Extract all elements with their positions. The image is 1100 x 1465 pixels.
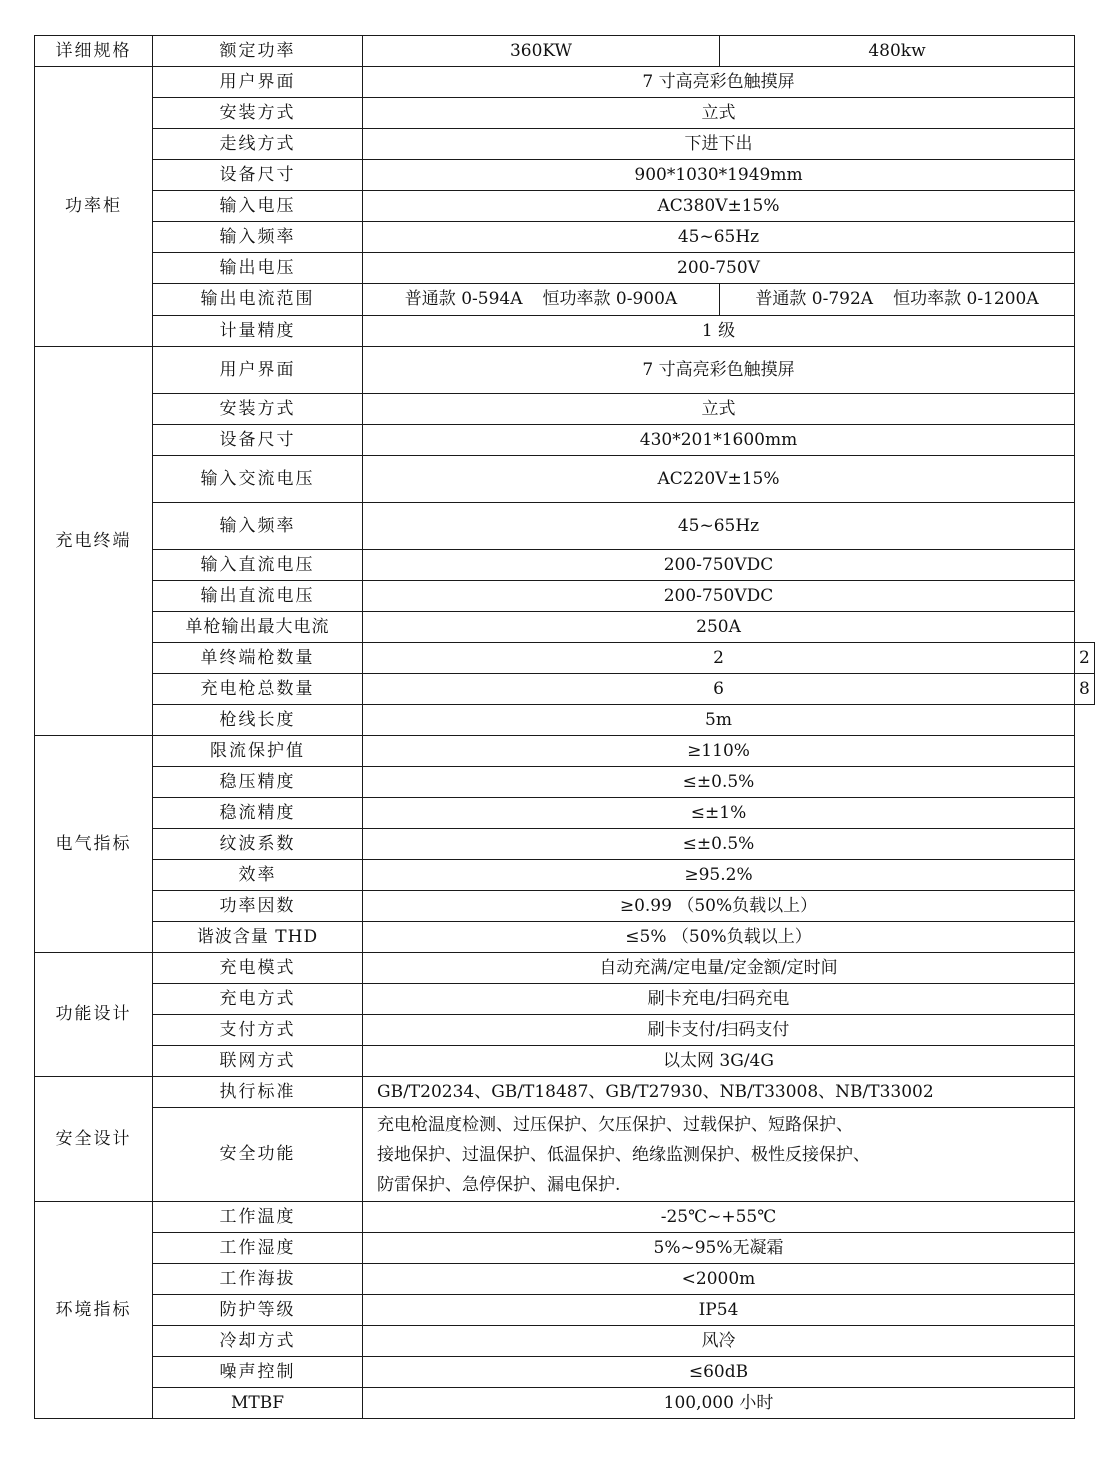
param-name: 输入电压 bbox=[153, 191, 363, 222]
table-row bbox=[35, 1015, 1095, 1046]
param-value: 刷卡支付/扫码支付 bbox=[363, 1015, 1075, 1046]
param-value: IP54 bbox=[363, 1295, 1075, 1326]
param-name: 输入直流电压 bbox=[153, 550, 363, 581]
param-name: MTBF bbox=[153, 1388, 363, 1419]
param-name: 限流保护值 bbox=[153, 736, 363, 767]
param-name: 充电模式 bbox=[153, 953, 363, 984]
param-name: 安装方式 bbox=[153, 394, 363, 425]
param-name: 充电方式 bbox=[153, 984, 363, 1015]
param-name: 工作海拔 bbox=[153, 1264, 363, 1295]
table-row bbox=[35, 503, 1095, 550]
header-spec: 详细规格 bbox=[35, 36, 153, 67]
table-row bbox=[35, 1326, 1095, 1357]
param-value: 立式 bbox=[363, 394, 1075, 425]
param-value: ≤±0.5% bbox=[363, 767, 1075, 798]
table-row bbox=[35, 550, 1095, 581]
param-name: 工作温度 bbox=[153, 1202, 363, 1233]
param-value: 7 寸高亮彩色触摸屏 bbox=[363, 67, 1075, 98]
table-row bbox=[35, 1357, 1095, 1388]
param-name: 单终端枪数量 bbox=[153, 643, 363, 674]
group-function-design: 功能设计 bbox=[35, 953, 153, 1077]
param-value: 200-750VDC bbox=[363, 550, 1075, 581]
param-name: 输入频率 bbox=[153, 222, 363, 253]
value-segment: 普通款 0-792A bbox=[755, 289, 874, 310]
param-value: 100,000 小时 bbox=[363, 1388, 1075, 1419]
table-row bbox=[35, 922, 1095, 953]
group-power-cabinet: 功率柜 bbox=[35, 67, 153, 347]
table-row bbox=[35, 829, 1095, 860]
table-row bbox=[35, 612, 1095, 643]
table-row bbox=[35, 984, 1095, 1015]
value-360kw: 6 bbox=[363, 674, 1075, 705]
param-name: 效率 bbox=[153, 860, 363, 891]
param-value: 200-750VDC bbox=[363, 581, 1075, 612]
param-value: 风冷 bbox=[363, 1326, 1075, 1357]
param-value: ≥0.99 （50%负载以上） bbox=[363, 891, 1075, 922]
param-value: 5m bbox=[363, 705, 1075, 736]
param-name: 冷却方式 bbox=[153, 1326, 363, 1357]
param-name: 谐波含量 THD bbox=[153, 922, 363, 953]
param-value: ≤±1% bbox=[363, 798, 1075, 829]
value-360kw bbox=[363, 284, 720, 316]
param-value: 立式 bbox=[363, 98, 1075, 129]
param-name: 单枪输出最大电流 bbox=[153, 612, 363, 643]
param-value: 900*1030*1949mm bbox=[363, 160, 1075, 191]
value-480kw: 2 bbox=[1075, 643, 1095, 674]
table-row bbox=[35, 284, 1095, 316]
param-value: 下进下出 bbox=[363, 129, 1075, 160]
param-name: 输出电流范围 bbox=[153, 284, 363, 316]
group-charging-terminal: 充电终端 bbox=[35, 347, 153, 736]
table-row bbox=[35, 347, 1095, 394]
table-row bbox=[35, 1108, 1095, 1202]
param-value: 刷卡充电/扫码充电 bbox=[363, 984, 1075, 1015]
table-row bbox=[35, 1264, 1095, 1295]
param-name: 计量精度 bbox=[153, 316, 363, 347]
value-480kw bbox=[720, 284, 1075, 316]
table-row bbox=[35, 98, 1095, 129]
group-safety-design: 安全设计 bbox=[35, 1077, 153, 1202]
table-row bbox=[35, 767, 1095, 798]
table-row bbox=[35, 1295, 1095, 1326]
header-360kw: 360KW bbox=[363, 36, 720, 67]
table-row bbox=[35, 1046, 1095, 1077]
text-line: 防雷保护、急停保护、漏电保护. bbox=[377, 1174, 621, 1195]
table-row bbox=[35, 1077, 1095, 1108]
table-row bbox=[35, 891, 1095, 922]
table-row bbox=[35, 581, 1095, 612]
param-name: 稳流精度 bbox=[153, 798, 363, 829]
table-row bbox=[35, 1388, 1095, 1419]
value-segment: 恒功率款 0-1200A bbox=[893, 289, 1039, 310]
table-row bbox=[35, 736, 1095, 767]
param-name: 稳压精度 bbox=[153, 767, 363, 798]
param-name: 支付方式 bbox=[153, 1015, 363, 1046]
header-rated-power: 额定功率 bbox=[153, 36, 363, 67]
table-row bbox=[35, 1233, 1095, 1264]
param-value: ≤±0.5% bbox=[363, 829, 1075, 860]
param-name: 输入交流电压 bbox=[153, 456, 363, 503]
param-value: 45~65Hz bbox=[363, 222, 1075, 253]
table-row bbox=[35, 253, 1095, 284]
group-electrical: 电气指标 bbox=[35, 736, 153, 953]
param-value: AC380V±15% bbox=[363, 191, 1075, 222]
param-name: 安全功能 bbox=[153, 1108, 363, 1202]
text-line: 充电枪温度检测、过压保护、欠压保护、过载保护、短路保护、 bbox=[377, 1114, 853, 1135]
table-row bbox=[35, 643, 1095, 674]
param-value: 45~65Hz bbox=[363, 503, 1075, 550]
param-name: 纹波系数 bbox=[153, 829, 363, 860]
table-row bbox=[35, 222, 1095, 253]
param-name: 输入频率 bbox=[153, 503, 363, 550]
param-name: 充电枪总数量 bbox=[153, 674, 363, 705]
param-value: 7 寸高亮彩色触摸屏 bbox=[363, 347, 1075, 394]
param-value: -25℃~+55℃ bbox=[363, 1202, 1075, 1233]
table-row bbox=[35, 705, 1095, 736]
param-name: 输出电压 bbox=[153, 253, 363, 284]
param-name: 执行标准 bbox=[153, 1077, 363, 1108]
value-segment: 普通款 0-594A bbox=[404, 289, 523, 310]
param-value bbox=[363, 1108, 1075, 1202]
param-value: AC220V±15% bbox=[363, 456, 1075, 503]
spec-table bbox=[34, 35, 1095, 1419]
param-name: 防护等级 bbox=[153, 1295, 363, 1326]
value-480kw: 8 bbox=[1075, 674, 1095, 705]
param-value: <2000m bbox=[363, 1264, 1075, 1295]
param-name: 输出直流电压 bbox=[153, 581, 363, 612]
param-value: ≥95.2% bbox=[363, 860, 1075, 891]
value-360kw: 2 bbox=[363, 643, 1075, 674]
param-value: ≥110% bbox=[363, 736, 1075, 767]
table-row bbox=[35, 316, 1095, 347]
header-480kw: 480kw bbox=[720, 36, 1075, 67]
param-name: 安装方式 bbox=[153, 98, 363, 129]
param-name: 工作湿度 bbox=[153, 1233, 363, 1264]
value-segment: 恒功率款 0-900A bbox=[542, 289, 678, 310]
table-row bbox=[35, 860, 1095, 891]
table-row bbox=[35, 129, 1095, 160]
table-row bbox=[35, 674, 1095, 705]
param-name: 枪线长度 bbox=[153, 705, 363, 736]
param-name: 噪声控制 bbox=[153, 1357, 363, 1388]
param-name: 走线方式 bbox=[153, 129, 363, 160]
table-row bbox=[35, 67, 1095, 98]
text-line: 接地保护、过温保护、低温保护、绝缘监测保护、极性反接保护、 bbox=[377, 1144, 870, 1165]
table-row bbox=[35, 456, 1095, 503]
table-row bbox=[35, 394, 1095, 425]
table-row bbox=[35, 953, 1095, 984]
param-value: ≤5% （50%负载以上） bbox=[363, 922, 1075, 953]
param-name: 设备尺寸 bbox=[153, 425, 363, 456]
param-name: 用户界面 bbox=[153, 347, 363, 394]
param-name: 用户界面 bbox=[153, 67, 363, 98]
param-value: GB/T20234、GB/T18487、GB/T27930、NB/T33008、NB/T33002 bbox=[363, 1077, 1075, 1108]
table-row bbox=[35, 160, 1095, 191]
group-environment: 环境指标 bbox=[35, 1202, 153, 1419]
table-row bbox=[35, 191, 1095, 222]
header-row bbox=[35, 36, 1095, 67]
table-row bbox=[35, 798, 1095, 829]
param-value: 200-750V bbox=[363, 253, 1075, 284]
param-value: 自动充满/定电量/定金额/定时间 bbox=[363, 953, 1075, 984]
param-value: 5%~95%无凝霜 bbox=[363, 1233, 1075, 1264]
param-name: 联网方式 bbox=[153, 1046, 363, 1077]
table-row bbox=[35, 1202, 1095, 1233]
param-name: 功率因数 bbox=[153, 891, 363, 922]
param-name: 设备尺寸 bbox=[153, 160, 363, 191]
param-value: 430*201*1600mm bbox=[363, 425, 1075, 456]
param-value: ≤60dB bbox=[363, 1357, 1075, 1388]
param-value: 250A bbox=[363, 612, 1075, 643]
table-row bbox=[35, 425, 1095, 456]
param-value: 1 级 bbox=[363, 316, 1075, 347]
param-value: 以太网 3G/4G bbox=[363, 1046, 1075, 1077]
